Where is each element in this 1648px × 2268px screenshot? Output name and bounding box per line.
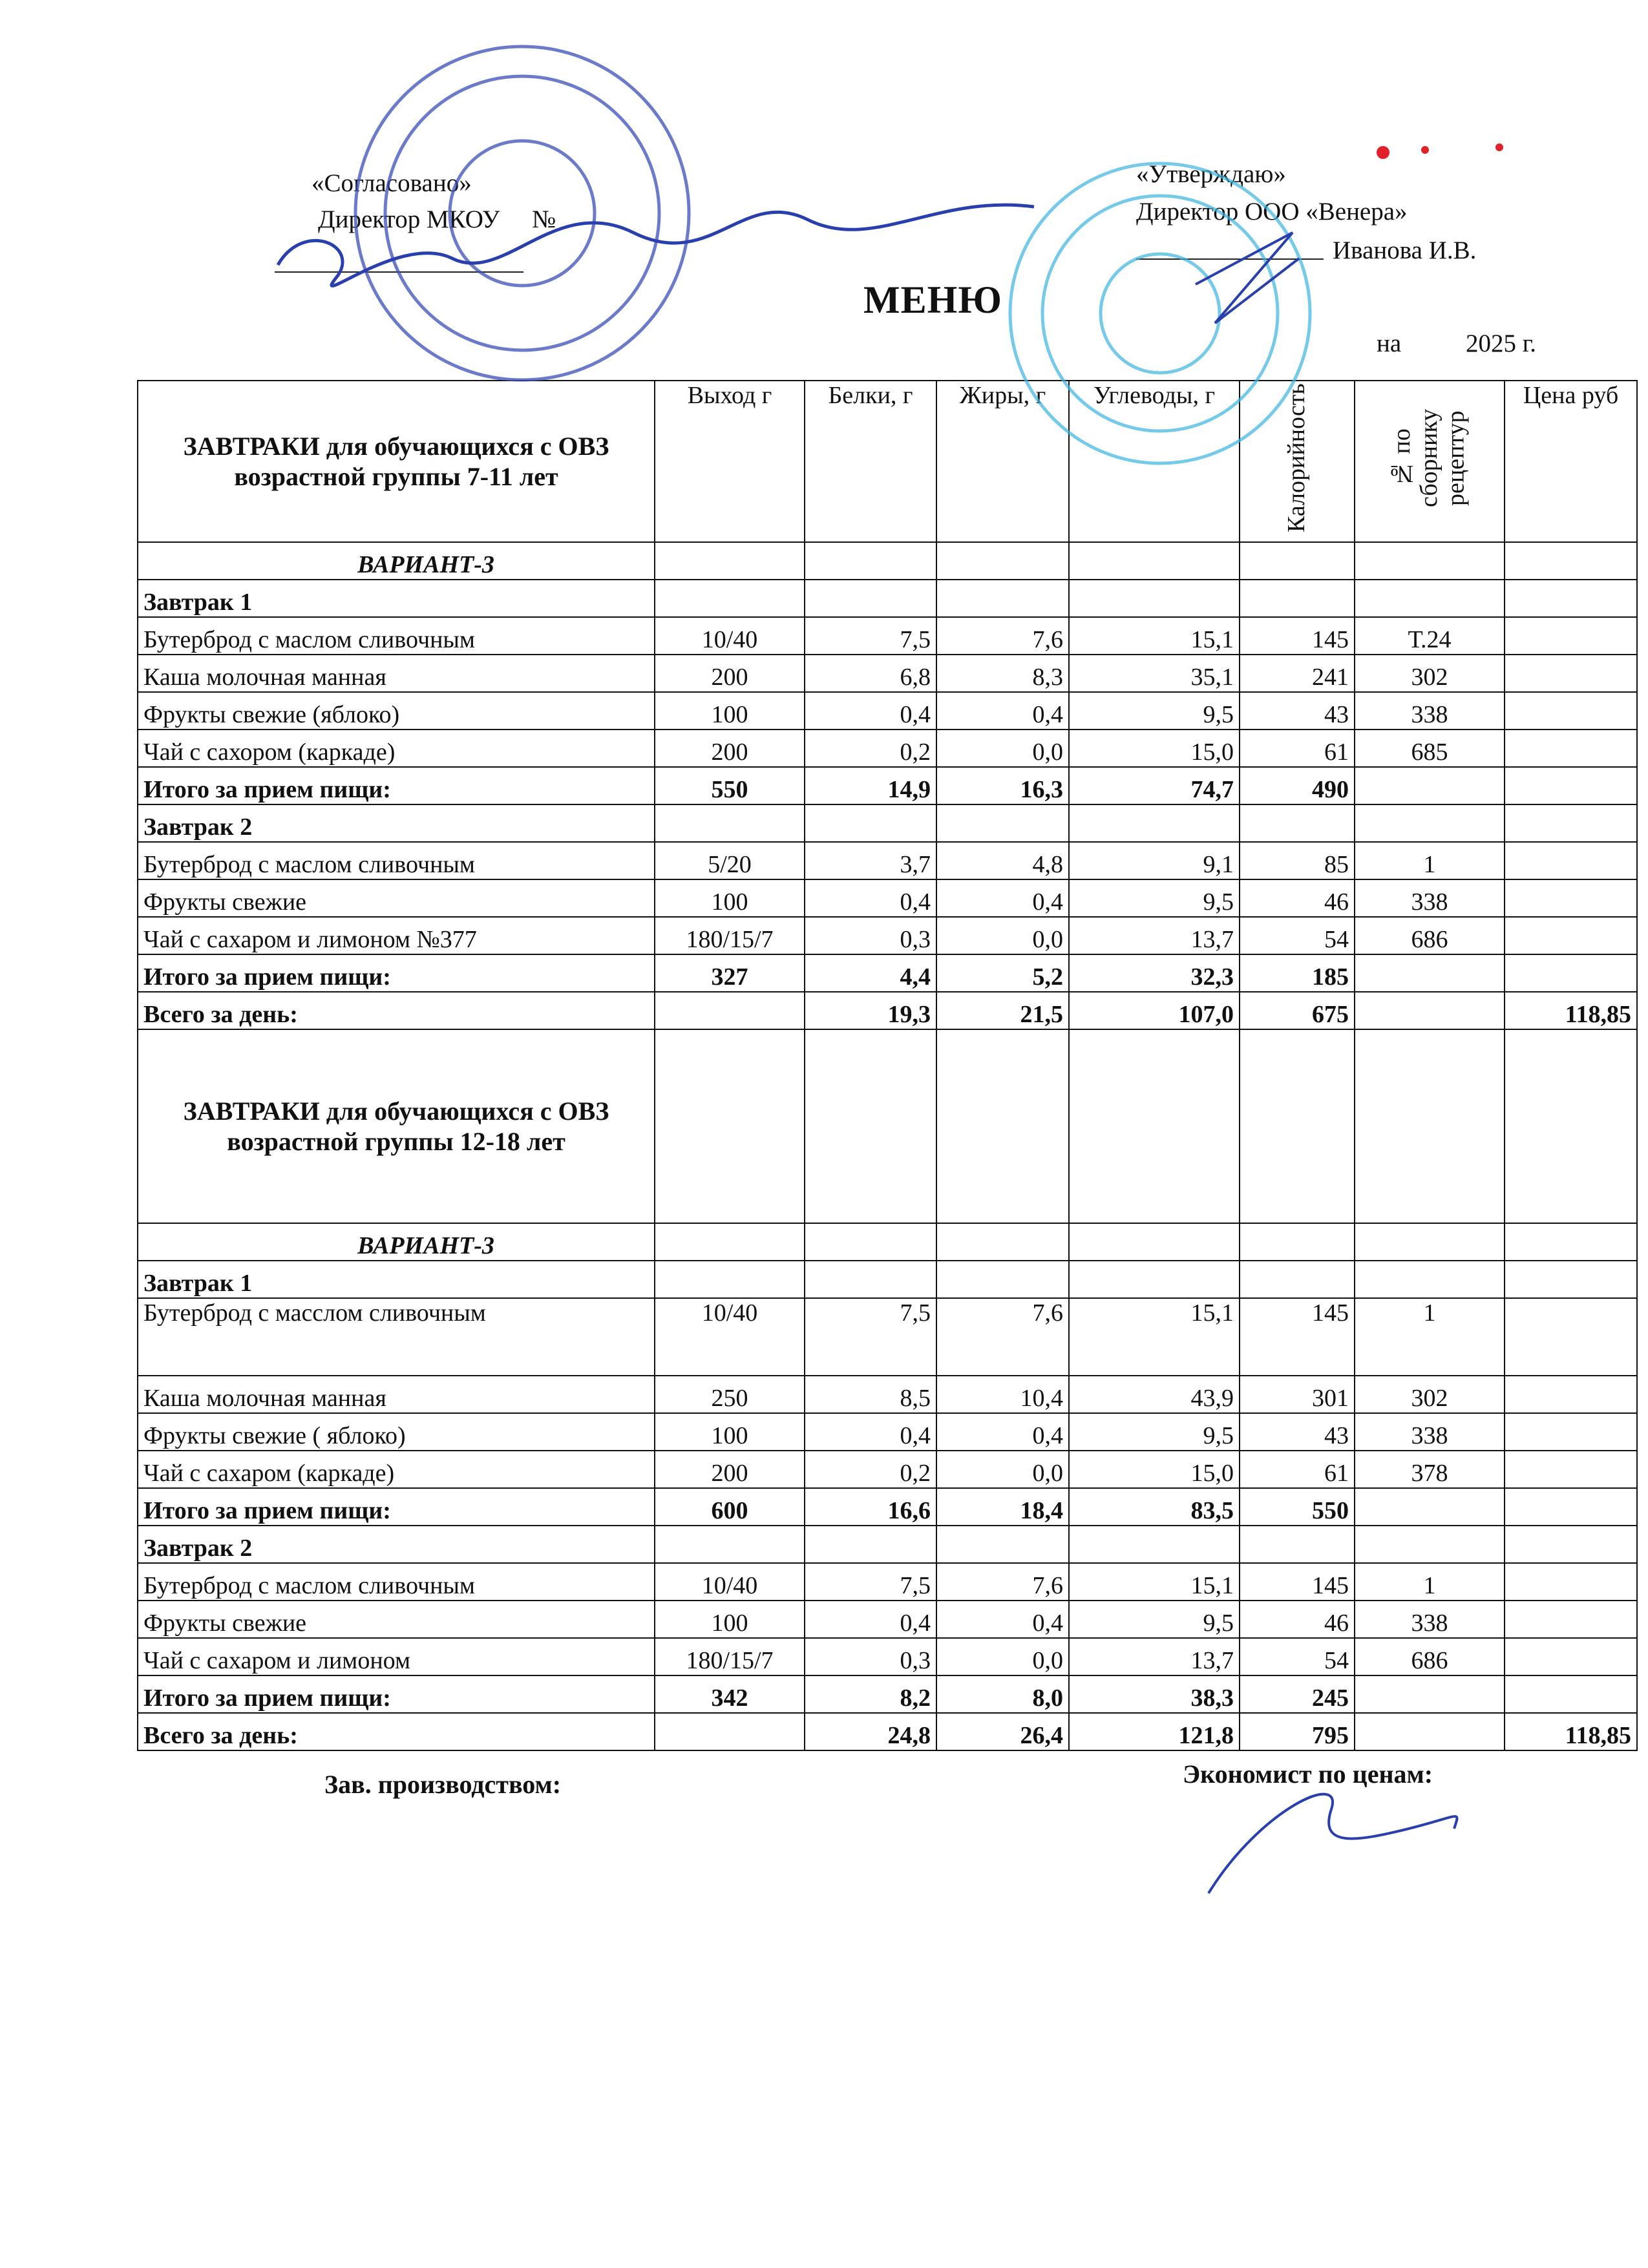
breakfast2-row-label: Завтрак 2: [138, 804, 655, 842]
dish-recipe: 338: [1355, 879, 1505, 917]
col-protein: Белки, г: [805, 381, 936, 542]
right-signature-line: [1136, 258, 1324, 260]
dish-name: Каша молочная манная: [138, 1376, 655, 1413]
dish-output: 200: [655, 1451, 805, 1488]
dish-calories: 43: [1240, 1413, 1355, 1451]
agreed-label: «Согласовано»: [312, 169, 472, 197]
col-fat: Жиры, г: [936, 381, 1069, 542]
right-director-name: Иванова И.В.: [1333, 236, 1477, 264]
total-label: Итого за прием пищи:: [138, 1675, 655, 1713]
dish-price: [1505, 617, 1637, 655]
dish-fat: 0,0: [936, 1451, 1069, 1488]
empty-cell: [1240, 1261, 1355, 1298]
table-row: [138, 1638, 1637, 1675]
empty-cell: [936, 1029, 1069, 1223]
total-calories: 490: [1240, 767, 1355, 804]
dish-calories: 43: [1240, 692, 1355, 730]
empty-cell: [1505, 1261, 1637, 1298]
total-fat: 8,0: [936, 1675, 1069, 1713]
dish-output: 180/15/7: [655, 917, 805, 954]
meal-total-row: [138, 1675, 1637, 1713]
dish-carbs: 35,1: [1069, 655, 1240, 692]
dish-name: Фрукты свежие: [138, 1601, 655, 1638]
day-total-carbs: 107,0: [1069, 992, 1240, 1029]
dish-fat: 0,0: [936, 917, 1069, 954]
dish-output: 10/40: [655, 1298, 805, 1376]
dish-price: [1505, 655, 1637, 692]
breakfast2-row: [138, 1526, 1637, 1563]
total-carbs: 38,3: [1069, 1675, 1240, 1713]
empty-cell: [1069, 542, 1240, 580]
empty-cell: [655, 542, 805, 580]
meal-total-row: [138, 1488, 1637, 1526]
total-carbs: 32,3: [1069, 954, 1240, 992]
dish-protein: 7,5: [805, 1563, 936, 1601]
right-director-title: Директор ООО «Венера»: [1136, 198, 1408, 226]
date-year: 2025 г.: [1465, 330, 1537, 357]
dish-name: Фрукты свежие (яблоко): [138, 692, 655, 730]
total-label: Итого за прием пищи:: [138, 1488, 655, 1526]
dish-fat: 7,6: [936, 617, 1069, 655]
meal-total-row: [138, 767, 1637, 804]
total-fat: 16,3: [936, 767, 1069, 804]
left-director-title: Директор МКОУ: [318, 205, 500, 233]
dish-protein: 6,8: [805, 655, 936, 692]
dish-recipe: Т.24: [1355, 617, 1505, 655]
dish-carbs: 15,0: [1069, 1451, 1240, 1488]
col-carbs: Углеводы, г: [1069, 381, 1240, 542]
dish-carbs: 9,5: [1069, 1413, 1240, 1451]
dish-price: [1505, 842, 1637, 879]
total-carbs: 83,5: [1069, 1488, 1240, 1526]
menu-table: [137, 380, 1638, 1751]
variant-row-label: ВАРИАНТ-3: [138, 542, 655, 580]
dish-name: Фрукты свежие: [138, 879, 655, 917]
day-total-fat: 26,4: [936, 1713, 1069, 1750]
dish-fat: 0,0: [936, 1638, 1069, 1675]
empty-cell: [936, 1261, 1069, 1298]
dish-protein: 7,5: [805, 1298, 936, 1376]
dish-calories: 54: [1240, 1638, 1355, 1675]
dish-price: [1505, 879, 1637, 917]
table-row: [138, 655, 1637, 692]
empty-cell: [1069, 1223, 1240, 1261]
header-row: [138, 381, 1637, 542]
breakfast2-row-label: Завтрак 2: [138, 1526, 655, 1563]
empty-cell: [655, 580, 805, 617]
dish-name: Бутерброд с масслом сливочным: [138, 1298, 655, 1376]
dish-name: Фрукты свежие ( яблоко): [138, 1413, 655, 1451]
dish-protein: 0,4: [805, 1601, 936, 1638]
total-price: [1505, 954, 1637, 992]
day-total-label: Всего за день:: [138, 1713, 655, 1750]
total-recipe: [1355, 767, 1505, 804]
dish-price: [1505, 1563, 1637, 1601]
dish-output: 5/20: [655, 842, 805, 879]
empty-cell: [805, 1526, 936, 1563]
variant-row: [138, 1223, 1637, 1261]
dish-fat: 7,6: [936, 1563, 1069, 1601]
economist-label: Экономист по ценам:: [1183, 1759, 1433, 1789]
empty-cell: [1240, 1526, 1355, 1563]
empty-cell: [805, 580, 936, 617]
dish-calories: 54: [1240, 917, 1355, 954]
dish-calories: 85: [1240, 842, 1355, 879]
dish-calories: 145: [1240, 617, 1355, 655]
day-total-protein: 24,8: [805, 1713, 936, 1750]
dish-price: [1505, 1638, 1637, 1675]
dish-price: [1505, 917, 1637, 954]
empty-cell: [655, 1223, 805, 1261]
empty-cell: [1355, 1526, 1505, 1563]
dish-name: Бутерброд с маслом сливочным: [138, 1563, 655, 1601]
dish-calories: 61: [1240, 730, 1355, 767]
breakfast1-row-label: Завтрак 1: [138, 1261, 655, 1298]
total-output: 342: [655, 1675, 805, 1713]
empty-cell: [1240, 1029, 1355, 1223]
total-recipe: [1355, 1675, 1505, 1713]
empty-cell: [1505, 542, 1637, 580]
dish-carbs: 9,5: [1069, 1601, 1240, 1638]
variant-row-label: ВАРИАНТ-3: [138, 1223, 655, 1261]
total-recipe: [1355, 1488, 1505, 1526]
group2-header: ЗАВТРАКИ для обучающихся с ОВЗ возрастной группы 12-18 лет: [138, 1029, 655, 1223]
col-recipe: № по сборнику рецептур: [1355, 381, 1505, 542]
empty-cell: [805, 1223, 936, 1261]
dish-carbs: 15,1: [1069, 617, 1240, 655]
dish-fat: 4,8: [936, 842, 1069, 879]
breakfast2-row: [138, 804, 1637, 842]
dish-output: 100: [655, 1413, 805, 1451]
empty-cell: [1505, 1526, 1637, 1563]
empty-cell: [805, 542, 936, 580]
dish-carbs: 9,5: [1069, 879, 1240, 917]
dish-fat: 0,4: [936, 692, 1069, 730]
total-label: Итого за прием пищи:: [138, 954, 655, 992]
dish-output: 200: [655, 730, 805, 767]
empty-cell: [1240, 804, 1355, 842]
total-protein: 14,9: [805, 767, 936, 804]
total-recipe: [1355, 954, 1505, 992]
dish-protein: 0,4: [805, 879, 936, 917]
table-row: [138, 1451, 1637, 1488]
empty-cell: [655, 1029, 805, 1223]
empty-cell: [1505, 1223, 1637, 1261]
dish-fat: 0,0: [936, 730, 1069, 767]
dish-fat: 7,6: [936, 1298, 1069, 1376]
table-row: [138, 730, 1637, 767]
dish-recipe: 686: [1355, 1638, 1505, 1675]
date-line: [1377, 330, 1536, 359]
total-calories: 185: [1240, 954, 1355, 992]
dish-carbs: 13,7: [1069, 1638, 1240, 1675]
empty-cell: [1240, 580, 1355, 617]
dish-protein: 3,7: [805, 842, 936, 879]
group1-body: [138, 542, 1637, 1029]
dish-name: Чай с сахаром и лимоном №377: [138, 917, 655, 954]
empty-cell: [1355, 1223, 1505, 1261]
empty-cell: [936, 1223, 1069, 1261]
table-row: [138, 1413, 1637, 1451]
empty-cell: [1505, 1029, 1637, 1223]
red-marks-icon: [1377, 143, 1503, 159]
empty-cell: [1355, 1029, 1505, 1223]
production-label: Зав. производством:: [324, 1770, 562, 1799]
footer-signature-icon: [1209, 1794, 1457, 1893]
table-row: [138, 1376, 1637, 1413]
dish-output: 200: [655, 655, 805, 692]
total-fat: 5,2: [936, 954, 1069, 992]
dish-recipe: 302: [1355, 655, 1505, 692]
dish-carbs: 15,1: [1069, 1298, 1240, 1376]
dish-name: Бутерброд с маслом сливочным: [138, 842, 655, 879]
dish-recipe: 378: [1355, 1451, 1505, 1488]
group1-header: ЗАВТРАКИ для обучающихся с ОВЗ возрастной группы 7-11 лет: [138, 381, 655, 542]
dish-protein: 0,2: [805, 730, 936, 767]
dish-carbs: 43,9: [1069, 1376, 1240, 1413]
dish-recipe: 338: [1355, 1413, 1505, 1451]
dish-fat: 0,4: [936, 879, 1069, 917]
dish-protein: 7,5: [805, 617, 936, 655]
total-price: [1505, 1488, 1637, 1526]
dish-calories: 301: [1240, 1376, 1355, 1413]
breakfast1-row-label: Завтрак 1: [138, 580, 655, 617]
dish-fat: 0,4: [936, 1413, 1069, 1451]
day-total-label: Всего за день:: [138, 992, 655, 1029]
empty-cell: [655, 1261, 805, 1298]
day-total-output: [655, 1713, 805, 1750]
dish-calories: 145: [1240, 1298, 1355, 1376]
dish-calories: 145: [1240, 1563, 1355, 1601]
dish-output: 100: [655, 692, 805, 730]
table-row: [138, 842, 1637, 879]
dish-price: [1505, 1451, 1637, 1488]
dish-recipe: 338: [1355, 1601, 1505, 1638]
empty-cell: [1069, 804, 1240, 842]
day-total-calories: 795: [1240, 1713, 1355, 1750]
total-fat: 18,4: [936, 1488, 1069, 1526]
total-output: 600: [655, 1488, 805, 1526]
dish-protein: 0,4: [805, 692, 936, 730]
empty-cell: [805, 1029, 936, 1223]
dish-calories: 46: [1240, 1601, 1355, 1638]
dish-name: Бутерброд с маслом сливочным: [138, 617, 655, 655]
dish-protein: 0,3: [805, 1638, 936, 1675]
empty-cell: [655, 1526, 805, 1563]
dish-output: 10/40: [655, 1563, 805, 1601]
dish-price: [1505, 692, 1637, 730]
empty-cell: [936, 580, 1069, 617]
day-total-row: [138, 992, 1637, 1029]
dish-output: 100: [655, 1601, 805, 1638]
total-calories: 245: [1240, 1675, 1355, 1713]
total-protein: 4,4: [805, 954, 936, 992]
dish-protein: 8,5: [805, 1376, 936, 1413]
empty-cell: [1240, 1223, 1355, 1261]
dish-fat: 10,4: [936, 1376, 1069, 1413]
breakfast1-row: [138, 580, 1637, 617]
day-total-protein: 19,3: [805, 992, 936, 1029]
variant-row: [138, 542, 1637, 580]
dish-recipe: 686: [1355, 917, 1505, 954]
left-director-line: [318, 205, 556, 235]
total-label: Итого за прием пищи:: [138, 767, 655, 804]
total-protein: 8,2: [805, 1675, 936, 1713]
total-carbs: 74,7: [1069, 767, 1240, 804]
day-total-price: 118,85: [1505, 1713, 1637, 1750]
day-total-recipe: [1355, 1713, 1505, 1750]
day-total-recipe: [1355, 992, 1505, 1029]
dish-price: [1505, 730, 1637, 767]
total-output: 327: [655, 954, 805, 992]
table-row: [138, 1563, 1637, 1601]
day-total-calories: 675: [1240, 992, 1355, 1029]
table-row: [138, 692, 1637, 730]
dish-calories: 241: [1240, 655, 1355, 692]
empty-cell: [936, 542, 1069, 580]
dish-name: Чай с сахаром и лимоном: [138, 1638, 655, 1675]
dish-recipe: 1: [1355, 1563, 1505, 1601]
total-price: [1505, 767, 1637, 804]
dish-carbs: 13,7: [1069, 917, 1240, 954]
dish-name: Чай с сахором (каркаде): [138, 730, 655, 767]
dish-recipe: 685: [1355, 730, 1505, 767]
empty-cell: [1355, 542, 1505, 580]
dish-protein: 0,3: [805, 917, 936, 954]
empty-cell: [936, 804, 1069, 842]
empty-cell: [1069, 1261, 1240, 1298]
day-total-row: [138, 1713, 1637, 1750]
approve-label: «Утверждаю»: [1136, 160, 1286, 188]
col-calories: Калорийность: [1240, 381, 1355, 542]
col-price: Цена руб: [1505, 381, 1637, 542]
group2-header-row: [138, 1029, 1637, 1223]
total-protein: 16,6: [805, 1488, 936, 1526]
dish-name: Каша молочная манная: [138, 655, 655, 692]
total-output: 550: [655, 767, 805, 804]
table-row: [138, 917, 1637, 954]
dish-output: 10/40: [655, 617, 805, 655]
dish-output: 250: [655, 1376, 805, 1413]
day-total-price: 118,85: [1505, 992, 1637, 1029]
dish-carbs: 15,0: [1069, 730, 1240, 767]
dish-protein: 0,2: [805, 1451, 936, 1488]
table-row: [138, 879, 1637, 917]
dish-recipe: 302: [1355, 1376, 1505, 1413]
dish-recipe: 1: [1355, 842, 1505, 879]
page-title: МЕНЮ: [863, 278, 1002, 321]
dish-price: [1505, 1376, 1637, 1413]
dish-recipe: 1: [1355, 1298, 1505, 1376]
empty-cell: [1355, 1261, 1505, 1298]
table-row: [138, 617, 1637, 655]
empty-cell: [1355, 804, 1505, 842]
col-output: Выход г: [655, 381, 805, 542]
dish-output: 180/15/7: [655, 1638, 805, 1675]
dish-name: Чай с сахаром (каркаде): [138, 1451, 655, 1488]
empty-cell: [805, 804, 936, 842]
empty-cell: [1505, 804, 1637, 842]
meal-total-row: [138, 954, 1637, 992]
empty-cell: [1069, 580, 1240, 617]
empty-cell: [1069, 1526, 1240, 1563]
dish-calories: 61: [1240, 1451, 1355, 1488]
breakfast1-row: [138, 1261, 1637, 1298]
left-signature-line: [275, 271, 523, 273]
dish-protein: 0,4: [805, 1413, 936, 1451]
date-prefix: на: [1377, 330, 1402, 357]
dish-output: 100: [655, 879, 805, 917]
day-total-fat: 21,5: [936, 992, 1069, 1029]
dish-calories: 46: [1240, 879, 1355, 917]
dish-fat: 8,3: [936, 655, 1069, 692]
dish-carbs: 15,1: [1069, 1563, 1240, 1601]
table-row: [138, 1298, 1637, 1376]
total-price: [1505, 1675, 1637, 1713]
empty-cell: [1505, 580, 1637, 617]
total-calories: 550: [1240, 1488, 1355, 1526]
dish-carbs: 9,1: [1069, 842, 1240, 879]
empty-cell: [805, 1261, 936, 1298]
empty-cell: [1355, 580, 1505, 617]
dish-carbs: 9,5: [1069, 692, 1240, 730]
table-row: [138, 1601, 1637, 1638]
empty-cell: [655, 804, 805, 842]
dish-price: [1505, 1298, 1637, 1376]
group2-body: [138, 1223, 1637, 1750]
day-total-carbs: 121,8: [1069, 1713, 1240, 1750]
empty-cell: [1069, 1029, 1240, 1223]
dish-price: [1505, 1601, 1637, 1638]
left-director-number: №: [532, 205, 556, 233]
day-total-output: [655, 992, 805, 1029]
dish-fat: 0,4: [936, 1601, 1069, 1638]
dish-price: [1505, 1413, 1637, 1451]
empty-cell: [936, 1526, 1069, 1563]
empty-cell: [1240, 542, 1355, 580]
dish-recipe: 338: [1355, 692, 1505, 730]
right-signature-icon: [1196, 233, 1299, 323]
